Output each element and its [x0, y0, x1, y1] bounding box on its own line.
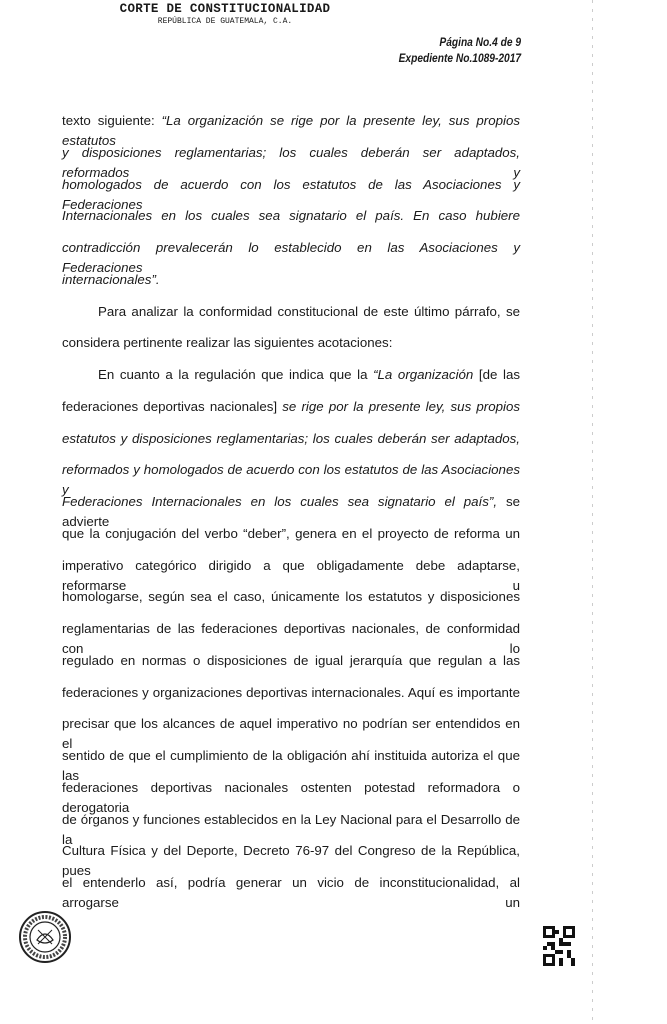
body-text: federaciones deportivas nacionales ostenten potestad reformadora o derogatoria [62, 779, 520, 815]
country-name: REPÚBLICA DE GUATEMALA, C.A. [157, 17, 293, 26]
text-line [62, 460, 520, 498]
text-line [62, 556, 520, 593]
quoted-text: reformados y homologados de acuerdo con los estatutos de las Asociaciones y [62, 462, 520, 498]
text-line [62, 175, 520, 212]
document-body [62, 111, 521, 910]
body-text: En cuanto a la regulación que indica que la [98, 367, 374, 382]
page-number: Página No.4 de 9 [439, 35, 521, 49]
quoted-text: “La organización se rige por la presente ley, sus propios estatutos [62, 113, 521, 148]
text-line [62, 111, 521, 148]
body-text: precisar que los alcances de aquel imperativo no podrían ser entendidos en el [62, 716, 520, 752]
body-text: federaciones deportivas nacionales] [62, 398, 283, 414]
quoted-text: contradicción prevalecerán lo establecido en las Asociaciones y Federaciones [62, 240, 520, 275]
body-text: federaciones y organizaciones deportivas internacionales. Aquí es importante [62, 684, 520, 700]
quoted-text: internacionales”. [62, 271, 160, 287]
body-text: reglamentarias de las federaciones deportivas nacionales, de conformidad con lo [62, 621, 520, 656]
body-text: que la conjugación del verbo “deber”, genera en el proyecto de reforma un [62, 525, 520, 541]
quoted-text: Internacionales en los cuales sea signatario el país. En caso hubiere [62, 208, 520, 224]
text-line [62, 492, 520, 529]
body-text: Para analizar la conformidad constitucional de este último párrafo, se [98, 303, 520, 319]
body-text: texto siguiente: [62, 113, 162, 128]
body-text: homologarse, según sea el caso, únicamente los estatutos y disposiciones [62, 589, 520, 605]
quoted-text: estatutos y disposiciones reglamentarias; los cuales deberán ser adaptados, [62, 430, 520, 446]
body-text: el entenderlo así, podría generar un vicio de inconstitucionalidad, al arrogarse un [62, 875, 520, 910]
text-line [62, 302, 520, 334]
quoted-text: se rige por la presente ley, sus propios [282, 398, 521, 414]
text-line [62, 333, 520, 365]
text-line [62, 619, 520, 656]
court-seal-icon [18, 910, 72, 964]
text-line [62, 587, 520, 619]
body-text: considera pertinente realizar las siguientes acotaciones: [62, 335, 393, 351]
text-line [62, 841, 520, 879]
file-number: Expediente No.1089-2017 [398, 51, 521, 65]
text-line [62, 810, 520, 847]
text-line [62, 683, 520, 715]
scan-artifact-line [592, 0, 593, 1024]
institution-name: CORTE DE CONSTITUCIONALIDAD [119, 2, 331, 16]
text-line [62, 778, 520, 815]
text-line [62, 238, 520, 275]
text-line [62, 270, 520, 302]
body-text: [de las [473, 367, 521, 382]
quoted-text: y disposiciones reglamentarias; los cuales deberán ser adaptados, reformados y [62, 144, 520, 180]
body-text: imperativo categórico dirigido a que obligadamente debe adaptarse, reformarse u [62, 557, 520, 593]
text-line [62, 524, 520, 556]
body-text: de órganos y funciones establecidos en la Ley Nacional para el Desarrollo de la [62, 811, 520, 847]
text-line [62, 206, 520, 238]
body-text: sentido de que el cumplimiento de la obligación ahí instituida autoriza el que las [62, 748, 520, 783]
text-line [62, 714, 520, 752]
body-text: se advierte [62, 494, 520, 529]
text-line [62, 873, 520, 910]
text-line [62, 397, 520, 429]
quoted-text: homologados de acuerdo con los estatutos de las Asociaciones y Federaciones [62, 176, 520, 212]
text-line [62, 746, 520, 783]
qr-code-icon [543, 926, 575, 966]
text-line [62, 429, 520, 461]
body-text: regulado en normas o disposiciones de igual jerarquía que regulan a las [62, 652, 520, 668]
text-line [62, 143, 520, 180]
quoted-text: Federaciones Internacionales en los cuales sea signatario el país”, [62, 494, 498, 509]
text-line [62, 651, 520, 683]
body-text: Cultura Física y del Deporte, Decreto 76-97 del Congreso de la República, pues [62, 843, 520, 879]
text-line [62, 365, 520, 397]
quoted-text: “La organización [373, 367, 474, 382]
